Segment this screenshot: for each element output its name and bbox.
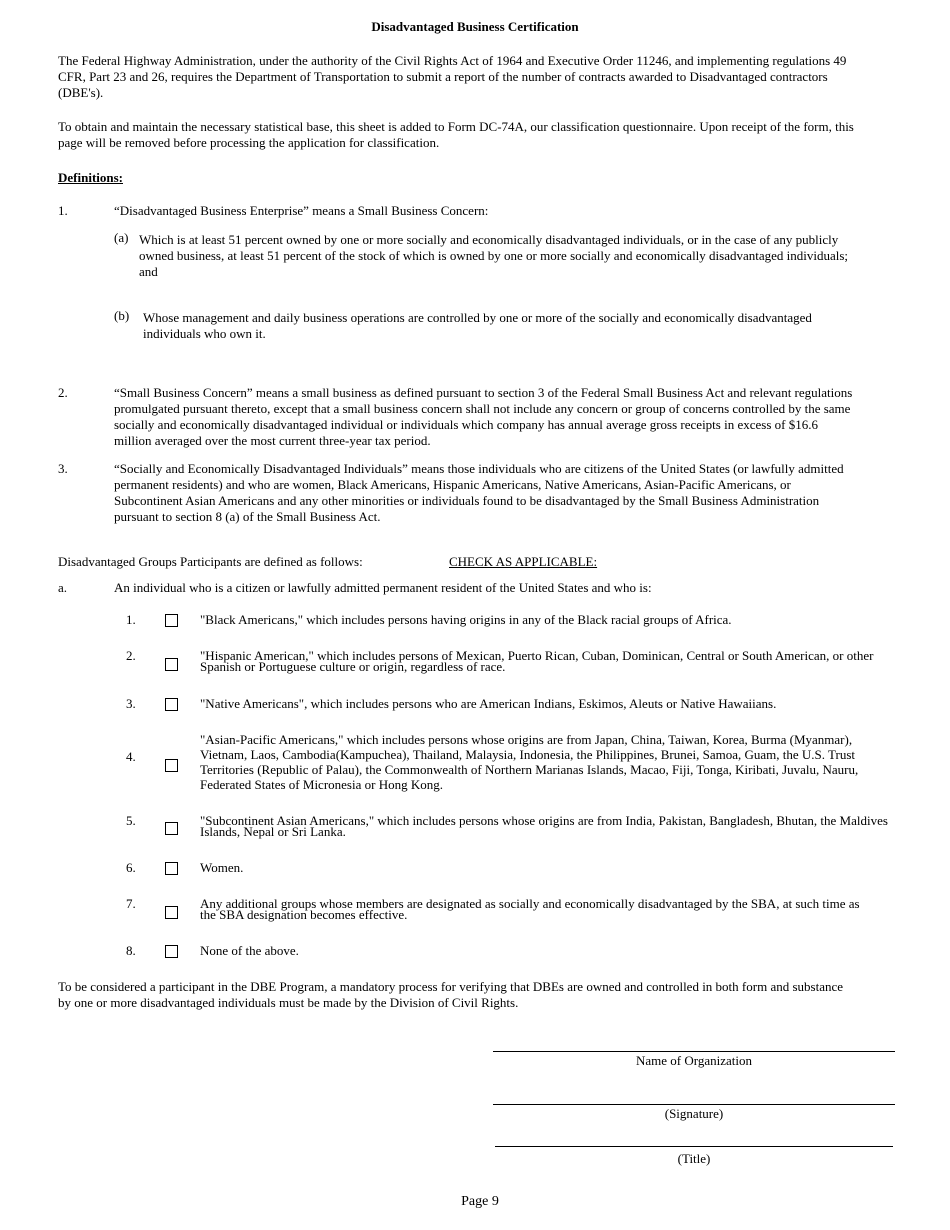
- definition-text: “Small Business Concern” means a small business as defined pursuant to section 3 of the Federal Small Business Act and relevant regulations promulgated pursuant thereto, except that a small business concern shall not include any concern or group of concerns controlled by the same socially and economically disadvantaged individual or individuals which company has annual average gross receipts in excess of $16.6 million averaged over the most current three-year tax period.: [114, 385, 853, 448]
- group-checkbox-asian-pacific-americans[interactable]: [165, 759, 178, 772]
- title-label: (Title): [677, 1151, 711, 1166]
- sub-definition-label: (a): [114, 230, 129, 245]
- definition-number: 2.: [58, 385, 68, 400]
- groups-intro: Disadvantaged Groups Participants are defined as follows:: [58, 554, 363, 569]
- group-number: 5.: [126, 813, 136, 828]
- sub-definition-text: Whose management and daily business operations are controlled by one or more of the socially and economically disadvantaged individuals who own it.: [143, 310, 812, 341]
- group-text: "Hispanic American," which includes persons of Mexican, Puerto Rican, Cuban, Dominican, Central or South American, or other Spanish or Portuguese culture or origin, regardless of race.: [200, 648, 874, 674]
- document-title: Disadvantaged Business Certification: [371, 19, 579, 34]
- title-line[interactable]: [495, 1146, 893, 1147]
- group-number: 2.: [126, 648, 136, 663]
- group-checkbox-additional-groups[interactable]: [165, 906, 178, 919]
- group-number: 3.: [126, 696, 136, 711]
- group-text: "Subcontinent Asian Americans," which includes persons whose origins are from India, Pakistan, Bangladesh, Bhutan, the Maldives Islands, Nepal or Sri Lanka.: [200, 813, 888, 839]
- group-checkbox-women[interactable]: [165, 862, 178, 875]
- group-text: "Black Americans," which includes persons having origins in any of the Black racial groups of Africa.: [200, 612, 732, 627]
- organization-name-label: Name of Organization: [636, 1053, 752, 1068]
- group-number: 6.: [126, 860, 136, 875]
- group-text: "Native Americans", which includes persons who are American Indians, Eskimos, Aleuts or Native Hawaiians.: [200, 696, 777, 711]
- definition-text: “Socially and Economically Disadvantaged Individuals” means those individuals who are citizens of the United States (or lawfully admitted permanent residents) and who are women, Black Americans, Hispanic Americans, Native Americans, Asian-Pacific Americans, or Subcontinent Asian Americans and any other minorities or individuals found to be disadvantaged by the Small Business Administration pursuant to section 8 (a) of the Small Business Act.: [114, 461, 844, 524]
- definition-text: “Disadvantaged Business Enterprise” means a Small Business Concern:: [114, 203, 489, 218]
- organization-name-line[interactable]: [493, 1051, 895, 1052]
- page-number: Page 9: [461, 1194, 499, 1209]
- group-text: "Asian-Pacific Americans," which includes persons whose origins are from Japan, China, Taiwan, Korea, Burma (Myanmar), Vietnam, Laos, Cambodia(Kampuchea), Thailand, Malaysia, Indonesia, the Philippines, Brunei, Samoa, Guam, the U.S. Trust Territories (Republic of Palau), the Commonwealth of Northern Marianas Islands, Macao, Fiji, Tonga, Kiribati, Juvalu, Nauru, Federated States of Micronesia or Hong Kong.: [200, 732, 859, 792]
- definition-number: 3.: [58, 461, 68, 476]
- section-a-label: a.: [58, 580, 68, 595]
- group-checkbox-hispanic-american[interactable]: [165, 658, 178, 671]
- intro-paragraph: The Federal Highway Administration, under the authority of the Civil Rights Act of 1964 and Executive Order 11246, and implementing regulations 49 CFR, Part 23 and 26, requires the Department of Transportation to submit a report of the number of contracts awarded to Disadvantaged contractors (DBE's).: [58, 53, 847, 100]
- group-number: 7.: [126, 896, 136, 911]
- group-number: 1.: [126, 612, 136, 627]
- signature-label: (Signature): [664, 1106, 724, 1121]
- group-text: Women.: [200, 860, 244, 875]
- group-text: None of the above.: [200, 943, 299, 958]
- group-number: 8.: [126, 943, 136, 958]
- check-as-applicable-label: CHECK AS APPLICABLE:: [449, 554, 598, 569]
- group-checkbox-subcontinent-asian-americans[interactable]: [165, 822, 178, 835]
- sub-definition-text: Which is at least 51 percent owned by one or more socially and economically disadvantaged individuals, or in the case of any publicly owned business, at least 51 percent of the stock of which is owned by one or more socially and economically disadvantaged individuals; and: [139, 232, 849, 279]
- sub-definition-label: (b): [114, 308, 130, 323]
- group-checkbox-black-americans[interactable]: [165, 614, 178, 627]
- definitions-heading: Definitions:: [58, 170, 123, 185]
- group-checkbox-none-of-the-above[interactable]: [165, 945, 178, 958]
- definition-number: 1.: [58, 203, 68, 218]
- signature-line[interactable]: [493, 1104, 895, 1105]
- group-number: 4.: [126, 749, 136, 764]
- statistical-paragraph: To obtain and maintain the necessary statistical base, this sheet is added to Form DC-74A, our classification questionnaire. Upon receipt of the form, this page will be removed before processing the application for classification.: [58, 119, 854, 150]
- closing-paragraph: To be considered a participant in the DBE Program, a mandatory process for verifying that DBEs are owned and controlled in both form and substance by one or more disadvantaged individuals must be made by the Division of Civil Rights.: [58, 979, 844, 1010]
- group-text: Any additional groups whose members are designated as socially and economically disadvantaged by the SBA, at such time as the SBA designation becomes effective.: [200, 896, 860, 922]
- group-checkbox-native-americans[interactable]: [165, 698, 178, 711]
- section-a-text: An individual who is a citizen or lawfully admitted permanent resident of the United States and who is:: [114, 580, 652, 595]
